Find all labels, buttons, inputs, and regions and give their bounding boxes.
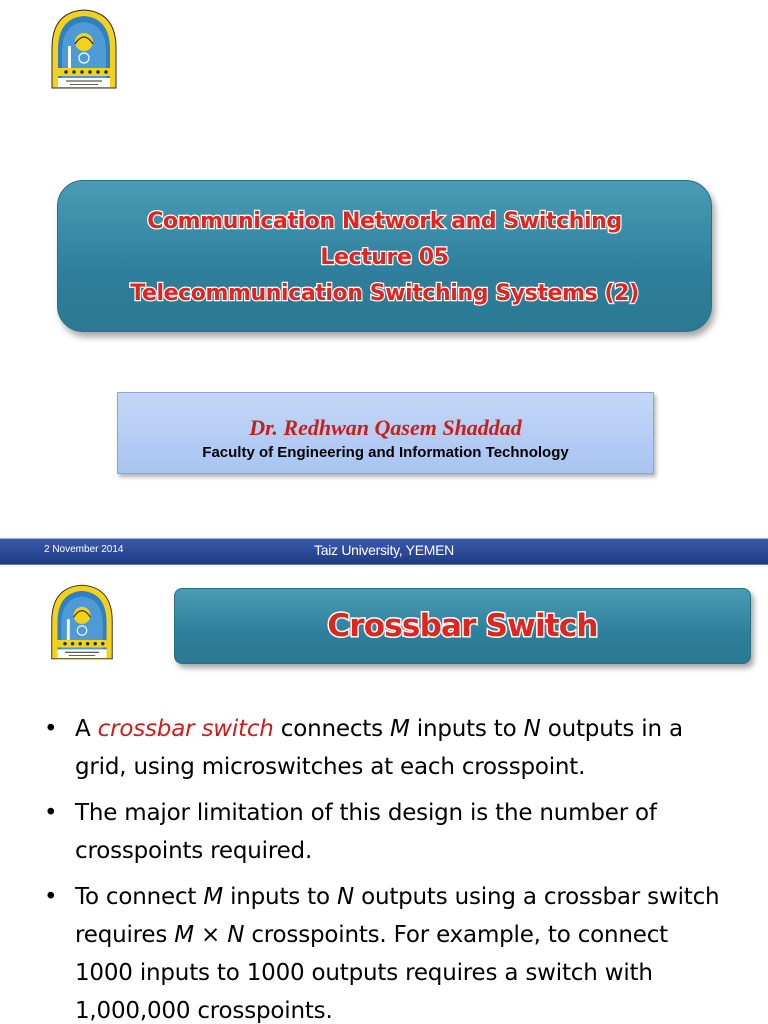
course-title: Communication Network and Switching	[147, 209, 622, 234]
footer-university: Taiz University, YEMEN	[314, 542, 454, 558]
bullet-list	[0, 710, 768, 1024]
bullet-dot-icon: •	[44, 716, 58, 742]
footer-bar	[0, 538, 768, 565]
university-logo	[48, 8, 120, 90]
university-logo	[48, 580, 116, 664]
bullet-item: • The major limitation of this design is the number of crosspoints required.	[0, 794, 768, 870]
bullet-dot-icon: •	[44, 884, 58, 910]
slide-heading: Crossbar Switch	[327, 608, 598, 644]
bullet-dot-icon: •	[44, 800, 58, 826]
footer-date: 2 November 2014	[44, 544, 124, 555]
bullet-item: • To connect M inputs to N outputs using a crossbar switch requires M × N crosspoints. For example, to connect 1000 inputs to 1000 outputs requires a switch with 1,000,000 crosspoints.	[0, 878, 768, 1024]
faculty-name: Faculty of Engineering and Information Technology	[202, 444, 569, 461]
author-box	[117, 392, 654, 474]
content-slide	[0, 565, 768, 1024]
bullet-item: • A crossbar switch connects M inputs to N outputs in a grid, using microswitches at each crosspoint.	[0, 710, 768, 786]
slide-heading-box	[174, 588, 751, 664]
lecture-topic: Telecommunication Switching Systems (2)	[130, 281, 639, 306]
lecture-title-box	[57, 180, 712, 332]
author-name: Dr. Redhwan Qasem Shaddad	[249, 415, 522, 440]
crossbar-switch-term: crossbar switch	[97, 716, 274, 742]
lecture-number: Lecture 05	[320, 245, 449, 270]
